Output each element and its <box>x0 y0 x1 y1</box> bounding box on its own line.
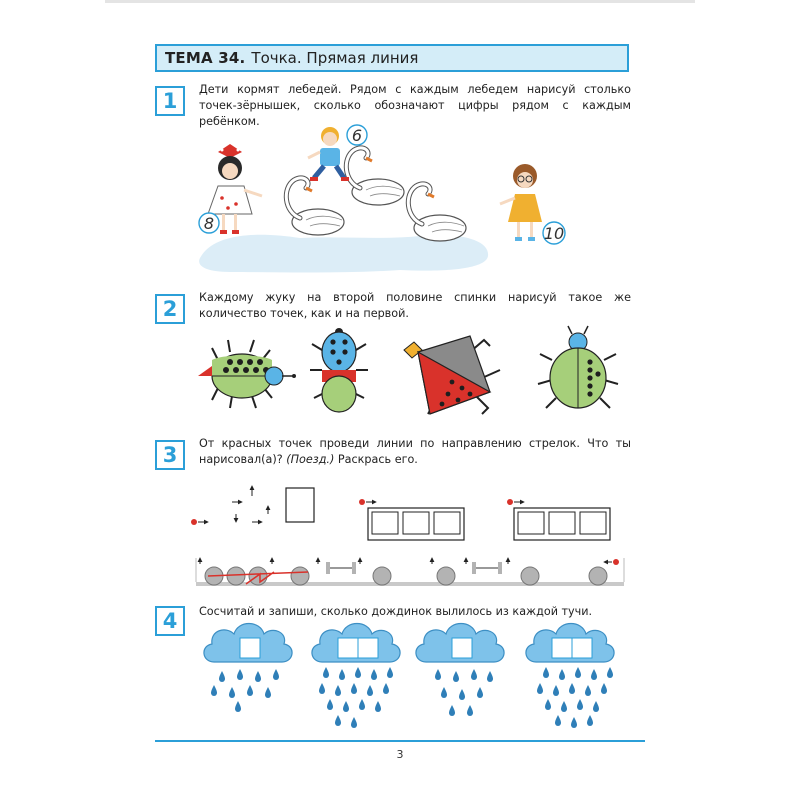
beetle-2 <box>310 328 368 412</box>
task-1-number: 1 <box>155 86 185 116</box>
task-3-text-main: От красных точек проведи линии по направлению стрелок. Что ты нарисовал(а)? <box>199 437 631 466</box>
child-number-2: 6 <box>351 126 363 145</box>
beetle-4 <box>538 326 618 408</box>
beetle-1 <box>198 340 296 408</box>
task-2-number: 2 <box>155 294 185 324</box>
task-1-text: Дети кормят лебедей. Рядом с каждым лебедем нарисуй столько точек-зёрнышек, сколько обозначают цифры рядом с каждым ребёнком. <box>199 83 631 128</box>
task-2-text: Каждому жуку на второй половине спинки нарисуй такое же количество точек, как и на первой. <box>199 291 631 320</box>
task-4-number: 4 <box>155 606 185 636</box>
footer-rule <box>155 740 645 742</box>
task-3-number: 3 <box>155 440 185 470</box>
girl-with-glasses <box>500 164 542 241</box>
topic-number: ТЕМА 34. <box>165 49 246 67</box>
train-puzzle <box>191 486 624 586</box>
topic-title: Точка. Прямая линия <box>251 49 419 67</box>
beetle-3 <box>404 336 500 414</box>
child-number-1: 8 <box>203 214 215 233</box>
page-number: 3 <box>396 748 404 761</box>
task-3-hint: (Поезд.) <box>286 453 335 466</box>
running-boy <box>308 127 349 181</box>
task-4-text: Сосчитай и запиши, сколько дождинок вылилось из каждой тучи. <box>199 605 593 618</box>
task-3-text-end: Раскрась его. <box>337 453 418 466</box>
child-number-3: 10 <box>543 224 565 243</box>
rain-clouds <box>204 624 614 729</box>
